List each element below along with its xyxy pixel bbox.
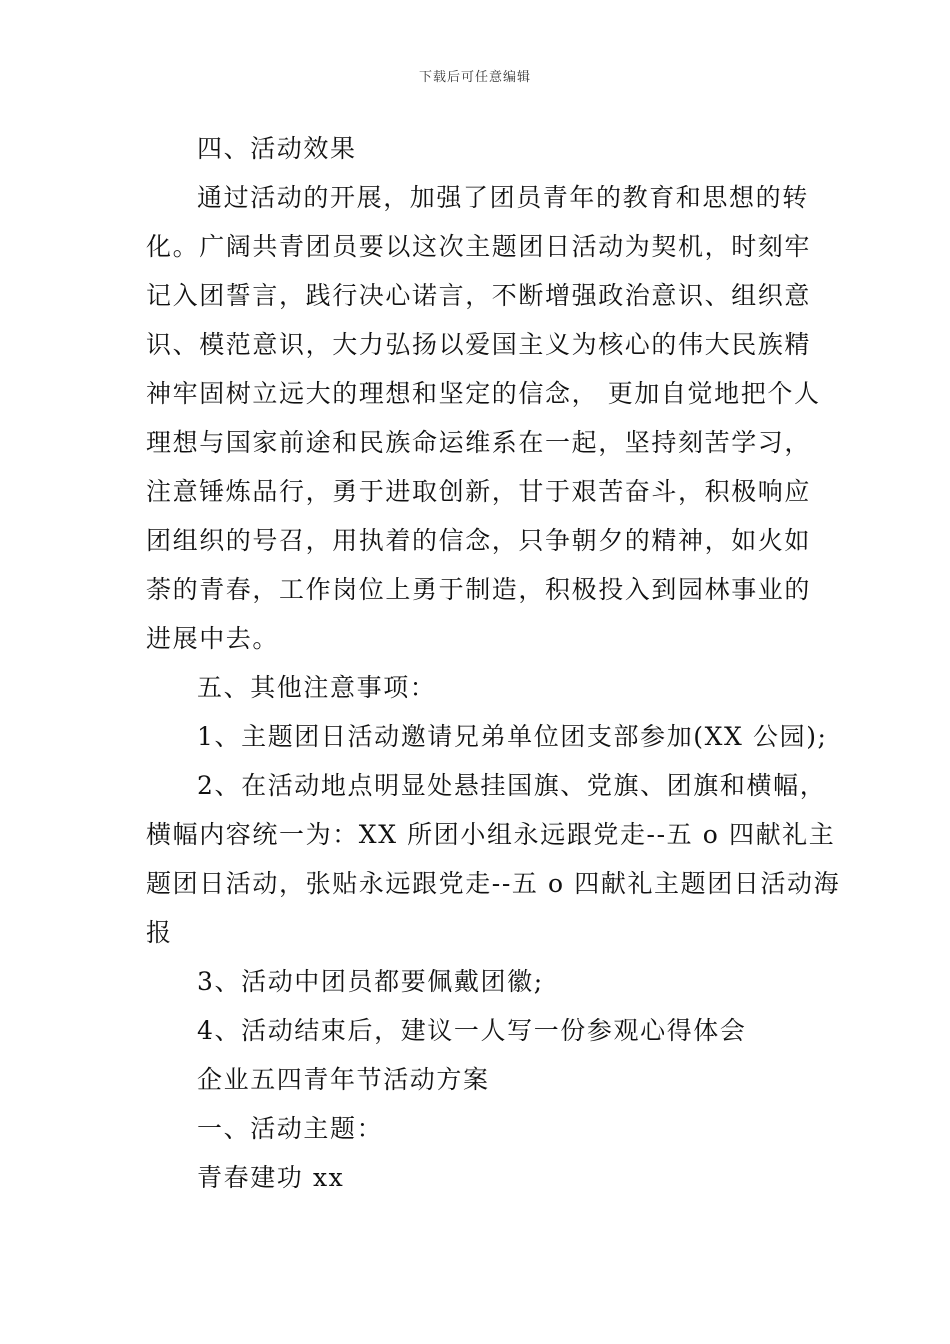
paragraph-line: 通过活动的开展，加强了团员青年的教育和思想的转 [197,183,809,212]
paragraph-line: 荼的青春，工作岗位上勇于制造，积极投入到园林事业的 [146,575,812,604]
paragraph-line: 进展中去。 [146,624,280,653]
list-item-continuation: 题团日活动，张贴永远跟党走--五 o 四献礼主题团日活动海 [146,869,841,898]
list-item: 2、在活动地点明显处悬挂国旗、党旗、团旗和横幅， [197,771,827,800]
paragraph-line: 记入团誓言，践行决心诺言，不断增强政治意识、组织意 [146,281,812,310]
list-item: 4、活动结束后，建议一人写一份参观心得体会 [197,1016,747,1045]
section-heading-notes: 五、其他注意事项： [197,673,437,702]
paragraph-line: 识、模范意识，大力弘扬以爱国主义为核心的伟大民族精 [146,330,812,359]
paragraph-line: 化。广阔共青团员要以这次主题团日活动为契机，时刻牢 [146,232,812,261]
list-item: 1、主题团日活动邀请兄弟单位团支部参加(XX 公园); [197,722,828,751]
paragraph-line: 理想与国家前途和民族命运维系在一起，坚持刻苦学习， [146,428,812,457]
list-item: 3、活动中团员都要佩戴团徽; [197,967,544,996]
paragraph-line: 神牢固树立远大的理想和坚定的信念， 更加自觉地把个人 [146,379,821,408]
document-body [146,124,841,1202]
section-heading-theme: 一、活动主题： [197,1114,384,1143]
paragraph-line: 注意锤炼品行，勇于进取创新，甘于艰苦奋斗，积极响应 [146,477,812,506]
header-note: 下载后可任意编辑 [418,70,531,85]
list-item-continuation: 横幅内容统一为：XX 所团小组永远跟党走--五 o 四献礼主 [146,820,836,849]
list-item-continuation: 报 [146,918,173,947]
paragraph-line: 团组织的号召，用执着的信念，只争朝夕的精神，如火如 [146,526,812,555]
section-heading-effects: 四、活动效果 [197,134,357,163]
document-title: 企业五四青年节活动方案 [197,1065,490,1094]
theme-text: 青春建功 xx [197,1163,345,1192]
